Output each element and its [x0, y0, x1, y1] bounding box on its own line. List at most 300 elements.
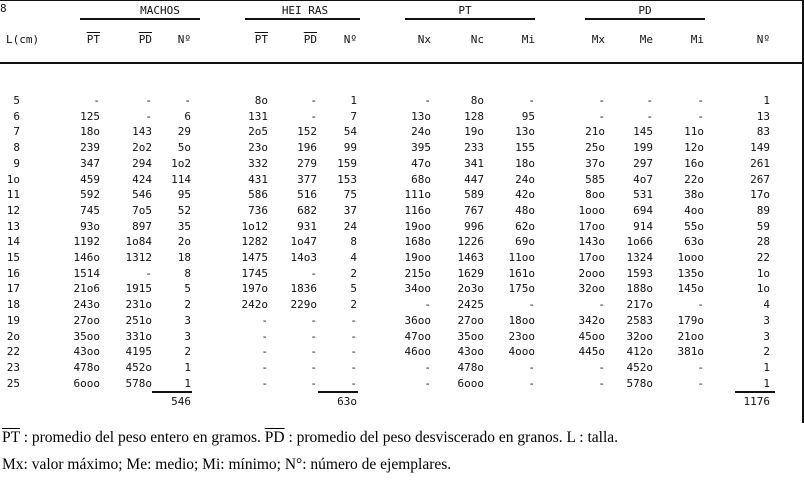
col-header-hembras-pd: $\overline{PD}$	[303, 33, 317, 46]
cell-pd-max: -	[598, 376, 605, 390]
cell-machos-pt: 21o6	[73, 282, 100, 296]
cell-machos-pt: 146o	[73, 251, 100, 264]
group-title-machos: MACHOS	[140, 4, 180, 17]
cell-pd-min: 63o	[684, 235, 704, 249]
cell-machos-n: 114	[171, 172, 191, 186]
footnote-line-2: Mx: valor máximo; Me: medio; Mi: mínimo; N°: número de ejemplares.	[2, 456, 452, 473]
footnote-line-1	[2, 429, 618, 447]
cell-pt-min: 11oo	[508, 251, 535, 264]
cell-pt-max: 168o	[404, 235, 431, 249]
cell-total-n: 2	[763, 345, 770, 359]
cell-machos-pd: 331o	[125, 329, 152, 343]
cell-pd-max: -	[598, 109, 605, 123]
cell-pt-med: 2425	[457, 298, 484, 312]
cell-machos-pt: 745	[80, 203, 100, 217]
cell-pd-med: 412o	[626, 345, 653, 359]
cell-pd-min: 11o	[684, 125, 704, 139]
cell-pt-med: 6ooo	[457, 376, 484, 390]
row-length: 7	[13, 125, 20, 139]
cell-pt-min: 155	[515, 141, 535, 155]
cell-hembras-pt: -	[261, 313, 268, 327]
cell-pd-max: 143o	[578, 235, 605, 249]
cell-pd-med: 1324	[626, 251, 653, 264]
cell-pt-min: 18oo	[508, 313, 535, 327]
cell-hembras-pt: 23o	[248, 141, 268, 155]
cell-hembras-pd: -	[310, 94, 317, 107]
cell-pd-min: -	[697, 376, 704, 390]
cell-hembras-pt: 1282	[241, 235, 268, 249]
row-length: 18	[6, 298, 20, 312]
group-underline-pt	[405, 18, 535, 20]
row-length: 1o	[6, 172, 20, 186]
cell-machos-pd: 424	[132, 172, 152, 186]
cell-pt-min: 24o	[515, 172, 535, 186]
cell-pt-max: -	[424, 298, 431, 312]
row-length: 11	[6, 188, 20, 202]
cell-pt-max: 47o	[411, 156, 431, 170]
cell-total-n: 28	[756, 235, 770, 249]
cell-hembras-pd: 229o	[290, 298, 317, 312]
cell-pt-max: 19oo	[404, 219, 431, 233]
cell-machos-pt: 243o	[73, 298, 100, 312]
cell-pd-min: 145o	[677, 282, 704, 296]
cell-pd-med: 297	[633, 156, 653, 170]
header-rule	[0, 62, 802, 64]
col-header-pt-med: Nc	[470, 33, 484, 46]
total-line-all	[735, 391, 775, 393]
row-length: 22	[6, 345, 20, 359]
cell-hembras-pt: 8o	[254, 94, 268, 107]
cell-machos-n: 3	[184, 329, 191, 343]
cell-hembras-n: 153	[337, 172, 357, 186]
cell-pd-min: 38o	[684, 188, 704, 202]
cell-pt-min: 62o	[515, 219, 535, 233]
cell-pd-max: 8oo	[585, 188, 605, 202]
col-header-machos-pd: $\overline{PD}$	[138, 33, 152, 46]
cell-machos-pd: 897	[132, 219, 152, 233]
cell-machos-pd: -	[145, 109, 152, 123]
cell-pd-max: 2ooo	[578, 266, 605, 280]
cell-pt-med: 1463	[457, 251, 484, 264]
cell-pd-med: 694	[633, 203, 653, 217]
cell-hembras-pd: -	[310, 376, 317, 390]
cell-hembras-pd: -	[310, 329, 317, 343]
cell-hembras-pd: -	[310, 266, 317, 280]
total-hembras: 63o	[337, 395, 357, 408]
cell-hembras-pd: 1o47	[290, 235, 317, 249]
cell-machos-pt: 6ooo	[73, 376, 100, 390]
cell-pd-med: 578o	[626, 376, 653, 390]
cell-hembras-pd: 682	[297, 203, 317, 217]
cell-pd-min: 135o	[677, 266, 704, 280]
cell-pd-med: 1o66	[626, 235, 653, 249]
cell-pd-min: 4oo	[684, 203, 704, 217]
cell-pt-min: 69o	[515, 235, 535, 249]
row-length: 2o	[6, 329, 20, 343]
col-header-machos-pt: $\overline{PT}$	[86, 33, 100, 46]
total-line-machos	[152, 391, 192, 393]
cell-machos-n: 95	[177, 188, 191, 202]
cell-machos-pd: 578o	[125, 376, 152, 390]
row-length: 19	[6, 313, 20, 327]
cell-pt-min: 48o	[515, 203, 535, 217]
cell-total-n: 3	[763, 313, 770, 327]
cell-machos-pd: 452o	[125, 360, 152, 374]
cell-pt-med: 1226	[457, 235, 484, 249]
cell-hembras-n: -	[350, 345, 357, 359]
length-header: L(cm)	[6, 33, 40, 46]
cell-machos-pt: 1514	[73, 266, 100, 280]
cell-pd-min: -	[697, 109, 704, 123]
footnote-pt-text: : promedio del peso entero en gramos.	[19, 429, 265, 446]
cell-machos-pt: 592	[80, 188, 100, 202]
cell-pt-max: -	[424, 376, 431, 390]
cell-pt-max: 215o	[404, 266, 431, 280]
cell-machos-pd: 4195	[125, 345, 152, 359]
cell-total-n: 1	[763, 94, 770, 107]
total-line-hembras	[318, 391, 358, 393]
cell-pt-max: -	[424, 360, 431, 374]
cell-pt-med: 19o	[464, 125, 484, 139]
cell-pd-med: 188o	[626, 282, 653, 296]
cell-hembras-n: -	[350, 376, 357, 390]
cell-hembras-n: 37	[343, 203, 357, 217]
cell-pt-min: 23oo	[508, 329, 535, 343]
cell-pd-med: 145	[633, 125, 653, 139]
cell-pd-med: 32oo	[626, 329, 653, 343]
cell-pt-min: -	[528, 376, 535, 390]
cell-pd-med: 199	[633, 141, 653, 155]
cell-pd-med: 452o	[626, 360, 653, 374]
cell-pd-med: 4o7	[633, 172, 653, 186]
cell-total-n: 261	[750, 156, 770, 170]
cell-pt-med: 341	[464, 156, 484, 170]
col-header-machos-n: Nº	[177, 33, 191, 46]
cell-pt-max: 47oo	[404, 329, 431, 343]
row-length: 14	[6, 235, 20, 249]
cell-hembras-pd: -	[310, 345, 317, 359]
cell-machos-pd: 294	[132, 156, 152, 170]
cell-total-n: 59	[756, 219, 770, 233]
cell-total-n: 1o	[756, 282, 770, 296]
cell-pd-min: 179o	[677, 313, 704, 327]
cell-hembras-pt: 1745	[241, 266, 268, 280]
cell-machos-pt: -	[93, 94, 100, 107]
cell-pd-max: 37o	[585, 156, 605, 170]
cell-total-n: 4	[763, 298, 770, 312]
footnote-pt-symbol: $\overline{PT}$	[2, 429, 20, 446]
cell-hembras-pt: 2o5	[248, 125, 268, 139]
cell-hembras-n: 7	[350, 109, 357, 123]
cell-machos-pd: 7o5	[132, 203, 152, 217]
cell-pt-max: 36oo	[404, 313, 431, 327]
cell-hembras-n: 24	[343, 219, 357, 233]
row-length: 8	[13, 141, 20, 155]
cell-pt-max: 395	[411, 141, 431, 155]
cell-machos-pt: 43oo	[73, 345, 100, 359]
cell-machos-pt: 239	[80, 141, 100, 155]
footnote-pd-symbol: $\overline{PD}$	[264, 429, 285, 446]
cell-pt-min: 175o	[508, 282, 535, 296]
cell-pt-max: 46oo	[404, 345, 431, 359]
cell-pt-min: 161o	[508, 266, 535, 280]
group-title-pd: PD	[638, 4, 652, 17]
cell-pt-med: 27oo	[457, 313, 484, 327]
row-length: 9	[13, 156, 20, 170]
cell-machos-n: 8	[184, 266, 191, 280]
cell-total-n: 17o	[750, 188, 770, 202]
cell-machos-n: 18	[177, 251, 191, 264]
cell-machos-pd: -	[145, 94, 152, 107]
row-length: 15	[6, 251, 20, 264]
col-header-pt-max: Nx	[417, 33, 431, 46]
cell-pt-min: 42o	[515, 188, 535, 202]
cell-pt-max: 24o	[411, 125, 431, 139]
cell-hembras-pd: 196	[297, 141, 317, 155]
cell-hembras-pd: -	[310, 360, 317, 374]
cell-hembras-pt: 131	[248, 109, 268, 123]
cell-pt-max: 111o	[404, 188, 431, 202]
cell-hembras-pt: 1o12	[241, 219, 268, 233]
cell-machos-n: 52	[177, 203, 191, 217]
cell-hembras-pd: -	[310, 313, 317, 327]
cell-pt-max: 34oo	[404, 282, 431, 296]
cell-pd-min: 1ooo	[677, 251, 704, 264]
col-header-pd-med: Me	[639, 33, 653, 46]
cell-pd-med: 531	[633, 188, 653, 202]
cell-hembras-pd: 279	[297, 156, 317, 170]
cell-pd-max: 585	[585, 172, 605, 186]
cell-pd-med: 914	[633, 219, 653, 233]
group-underline-pd	[585, 18, 705, 20]
cell-machos-pd: 546	[132, 188, 152, 202]
cell-hembras-pt: -	[261, 376, 268, 390]
cell-hembras-n: 5	[350, 282, 357, 296]
cell-hembras-pt: -	[261, 360, 268, 374]
cell-pt-med: 8o	[470, 94, 484, 107]
cell-pt-min: -	[528, 94, 535, 107]
cell-hembras-pd: 152	[297, 125, 317, 139]
cell-machos-pd: -	[145, 266, 152, 280]
cell-hembras-pt: 1475	[241, 251, 268, 264]
cell-hembras-n: -	[350, 360, 357, 374]
cell-total-n: 149	[750, 141, 770, 155]
cell-total-n: 267	[750, 172, 770, 186]
cell-hembras-pt: 586	[248, 188, 268, 202]
cell-total-n: 89	[756, 203, 770, 217]
cell-machos-pt: 459	[80, 172, 100, 186]
cell-hembras-pt: 242o	[241, 298, 268, 312]
cell-pd-max: 17oo	[578, 251, 605, 264]
cell-pd-med: -	[646, 109, 653, 123]
cell-pd-med: 2583	[626, 313, 653, 327]
cell-pt-min: 18o	[515, 156, 535, 170]
cell-machos-pd: 2o2	[132, 141, 152, 155]
cell-pd-max: 1ooo	[578, 203, 605, 217]
cell-pd-max: 25o	[585, 141, 605, 155]
row-length: 17	[6, 282, 20, 296]
cell-pd-min: -	[697, 360, 704, 374]
corner-mark: 8	[0, 2, 7, 15]
row-length: 23	[6, 360, 20, 374]
cell-pd-min: 21oo	[677, 329, 704, 343]
cell-pd-max: 445o	[578, 345, 605, 359]
cell-pt-min: 95	[521, 109, 535, 123]
cell-pd-max: 45oo	[578, 329, 605, 343]
cell-machos-pt: 347	[80, 156, 100, 170]
cell-hembras-n: 4	[350, 251, 357, 264]
col-header-total: Nº	[756, 33, 770, 46]
cell-machos-n: 1	[184, 376, 191, 390]
cell-hembras-n: 8	[350, 235, 357, 249]
col-header-pt-min: Mi	[521, 33, 535, 46]
group-title-hembras: HEI RAS	[281, 4, 329, 17]
cell-pd-max: -	[598, 360, 605, 374]
cell-hembras-n: -	[350, 313, 357, 327]
cell-pd-min: 55o	[684, 219, 704, 233]
cell-hembras-pt: -	[261, 345, 268, 359]
cell-total-n: 1o	[756, 266, 770, 280]
cell-pd-min: -	[697, 298, 704, 312]
cell-total-n: 83	[756, 125, 770, 139]
cell-hembras-pd: 931	[297, 219, 317, 233]
cell-machos-n: 35	[177, 219, 191, 233]
cell-hembras-pt: 332	[248, 156, 268, 170]
row-length: 5	[13, 94, 20, 107]
cell-pt-med: 767	[464, 203, 484, 217]
cell-total-n: 3	[763, 329, 770, 343]
cell-pd-max: 32oo	[578, 282, 605, 296]
row-length: 12	[6, 203, 20, 217]
group-underline-hembras	[245, 18, 360, 20]
cell-hembras-n: 2	[350, 266, 357, 280]
group-underline-machos	[80, 18, 200, 20]
cell-machos-pd: 251o	[125, 313, 152, 327]
cell-machos-pt: 1192	[73, 235, 100, 249]
cell-pt-max: 19oo	[404, 251, 431, 264]
cell-hembras-pd: 516	[297, 188, 317, 202]
cell-pt-max: -	[424, 94, 431, 107]
cell-pd-max: 17oo	[578, 219, 605, 233]
cell-hembras-n: 75	[343, 188, 357, 202]
cell-hembras-pd: 377	[297, 172, 317, 186]
cell-hembras-n: 99	[343, 141, 357, 155]
col-header-pd-min: Mi	[690, 33, 704, 46]
cell-pt-med: 43oo	[457, 345, 484, 359]
cell-machos-pt: 27oo	[73, 313, 100, 327]
row-length: 25	[6, 376, 20, 390]
cell-hembras-pt: -	[261, 329, 268, 343]
cell-pd-med: -	[646, 94, 653, 107]
cell-pt-min: 13o	[515, 125, 535, 139]
col-header-hembras-pt: $\overline{PT}$	[254, 33, 268, 46]
cell-machos-n: 5o	[177, 141, 191, 155]
cell-hembras-pt: 736	[248, 203, 268, 217]
cell-total-n: 22	[756, 251, 770, 264]
cell-pt-med: 128	[464, 109, 484, 123]
cell-machos-pt: 125	[80, 109, 100, 123]
cell-pd-max: -	[598, 94, 605, 107]
cell-pd-min: 381o	[677, 345, 704, 359]
cell-machos-pd: 1o84	[125, 235, 152, 249]
cell-machos-n: 29	[177, 125, 191, 139]
col-header-hembras-n: Nº	[343, 33, 357, 46]
cell-pt-med: 1629	[457, 266, 484, 280]
cell-pd-min: 22o	[684, 172, 704, 186]
cell-pd-med: 1593	[626, 266, 653, 280]
cell-pt-med: 35oo	[457, 329, 484, 343]
cell-machos-n: 1	[184, 360, 191, 374]
cell-pd-min: 12o	[684, 141, 704, 155]
cell-total-n: 1	[763, 376, 770, 390]
cell-hembras-pd: 1836	[290, 282, 317, 296]
group-title-pt: PT	[458, 4, 472, 17]
cell-machos-n: 2o	[177, 235, 191, 249]
cell-machos-pt: 93o	[80, 219, 100, 233]
total-machos: 546	[171, 395, 191, 408]
cell-pt-min: 4ooo	[508, 345, 535, 359]
footnote-pd-text: : promedio del peso desviscerado en granos. L : talla.	[284, 429, 619, 446]
cell-machos-pd: 231o	[125, 298, 152, 312]
cell-hembras-n: 1	[350, 94, 357, 107]
cell-hembras-n: 2	[350, 298, 357, 312]
cell-pt-max: 68o	[411, 172, 431, 186]
cell-hembras-pd: -	[310, 109, 317, 123]
cell-pt-med: 233	[464, 141, 484, 155]
cell-pt-med: 478o	[457, 360, 484, 374]
cell-pd-max: 342o	[578, 313, 605, 327]
cell-hembras-pt: 431	[248, 172, 268, 186]
cell-machos-pd: 1312	[125, 251, 152, 264]
cell-hembras-pd: 14o3	[290, 251, 317, 264]
col-header-pd-max: Mx	[591, 33, 605, 46]
cell-pt-med: 447	[464, 172, 484, 186]
total-all: 1176	[743, 395, 770, 408]
cell-machos-n: 1o2	[171, 156, 191, 170]
row-length: 16	[6, 266, 20, 280]
cell-machos-pd: 1915	[125, 282, 152, 296]
cell-pt-max: 13o	[411, 109, 431, 123]
cell-pt-min: -	[528, 360, 535, 374]
cell-machos-n: 6	[184, 109, 191, 123]
cell-hembras-n: 54	[343, 125, 357, 139]
cell-hembras-n: 159	[337, 156, 357, 170]
cell-machos-n: 2	[184, 298, 191, 312]
row-length: 6	[13, 109, 20, 123]
cell-hembras-n: -	[350, 329, 357, 343]
cell-machos-pt: 478o	[73, 360, 100, 374]
cell-total-n: 13	[756, 109, 770, 123]
cell-pd-med: 217o	[626, 298, 653, 312]
cell-pt-max: 116o	[404, 203, 431, 217]
cell-machos-n: -	[184, 94, 191, 107]
cell-pd-min: 16o	[684, 156, 704, 170]
cell-total-n: 1	[763, 360, 770, 374]
cell-hembras-pt: 197o	[241, 282, 268, 296]
cell-pt-med: 589	[464, 188, 484, 202]
cell-pt-med: 996	[464, 219, 484, 233]
cell-machos-n: 3	[184, 313, 191, 327]
cell-pd-max: -	[598, 298, 605, 312]
cell-pd-min: -	[697, 94, 704, 107]
cell-machos-n: 5	[184, 282, 191, 296]
cell-machos-n: 2	[184, 345, 191, 359]
cell-pt-min: -	[528, 298, 535, 312]
cell-machos-pd: 143	[132, 125, 152, 139]
cell-pd-max: 21o	[585, 125, 605, 139]
row-length: 13	[6, 219, 20, 233]
cell-machos-pt: 35oo	[73, 329, 100, 343]
